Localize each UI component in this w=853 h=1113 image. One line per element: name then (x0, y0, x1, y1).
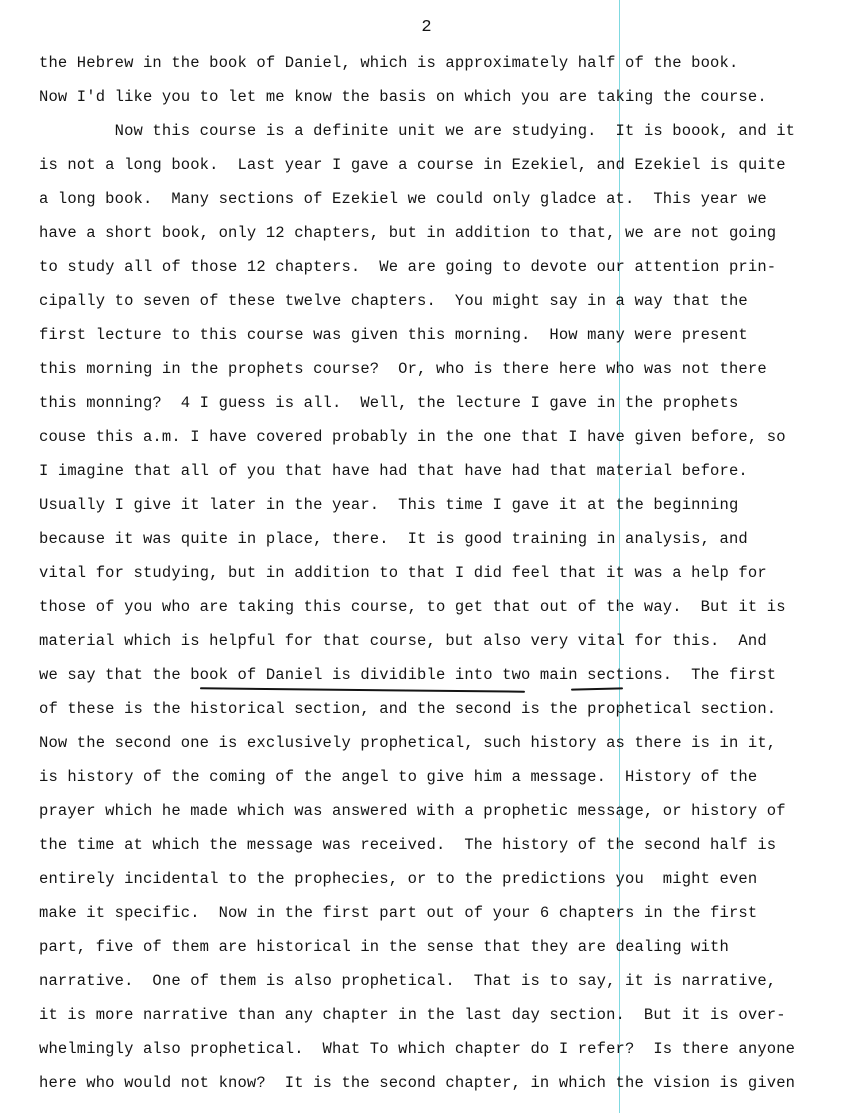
text-line: entirely incidental to the prophecies, or to the predictions you might even (39, 870, 758, 888)
text-line: whelmingly also prophetical. What To which chapter do I refer? Is there anyone (39, 1040, 796, 1058)
text-line: this morning in the prophets course? Or, who is there here who was not there (39, 360, 767, 378)
text-line: the time at which the message was received. The history of the second half is (39, 836, 777, 854)
text-line: material which is helpful for that course, but also very vital for this. And (39, 632, 767, 650)
text-line: couse this a.m. I have covered probably in the one that I have given before, so (39, 428, 786, 446)
text-line: here who would not know? It is the second chapter, in which the vision is given (39, 1074, 796, 1092)
text-line: this monning? 4 I guess is all. Well, the lecture I gave in the prophets (39, 394, 739, 412)
page-number: 2 (421, 18, 432, 37)
text-line: Usually I give it later in the year. This time I gave it at the beginning (39, 496, 739, 514)
text-line: is not a long book. Last year I gave a course in Ezekiel, and Ezekiel is quite (39, 156, 786, 174)
text-line: prayer which he made which was answered with a prophetic message, or history of (39, 802, 786, 820)
text-line: Now this course is a definite unit we are studying. It is boook, and it (39, 122, 796, 140)
text-line: Now I'd like you to let me know the basis on which you are taking the course. (39, 88, 767, 106)
text-line: is history of the coming of the angel to give him a message. History of the (39, 768, 758, 786)
text-line: make it specific. Now in the first part out of your 6 chapters in the first (39, 904, 758, 922)
text-line: it is more narrative than any chapter in the last day section. But it is over- (39, 1006, 786, 1024)
text-line: vital for studying, but in addition to that I did feel that it was a help for (39, 564, 767, 582)
text-line: a long book. Many sections of Ezekiel we could only gladce at. This year we (39, 190, 767, 208)
text-line: of these is the historical section, and the second is the prophetical section. (39, 700, 777, 718)
text-line: cipally to seven of these twelve chapters. You might say in a way that the (39, 292, 748, 310)
text-line: those of you who are taking this course, to get that out of the way. But it is (39, 598, 786, 616)
text-line: first lecture to this course was given this morning. How many were present (39, 326, 748, 344)
text-line: I imagine that all of you that have had that have had that material before. (39, 462, 748, 480)
text-line: because it was quite in place, there. It is good training in analysis, and (39, 530, 748, 548)
text-line: to study all of those 12 chapters. We are going to devote our attention prin- (39, 258, 777, 276)
text-line: Now the second one is exclusively prophetical, such history as there is in it, (39, 734, 777, 752)
text-line: part, five of them are historical in the sense that they are dealing with (39, 938, 729, 956)
text-line: narrative. One of them is also prophetical. That is to say, it is narrative, (39, 972, 777, 990)
text-line: we say that the book of Daniel is dividible into two main sections. The first (39, 666, 777, 684)
text-line: the Hebrew in the book of Daniel, which is approximately half of the book. (39, 54, 739, 72)
text-line: have a short book, only 12 chapters, but in addition to that, we are not going (39, 224, 777, 242)
